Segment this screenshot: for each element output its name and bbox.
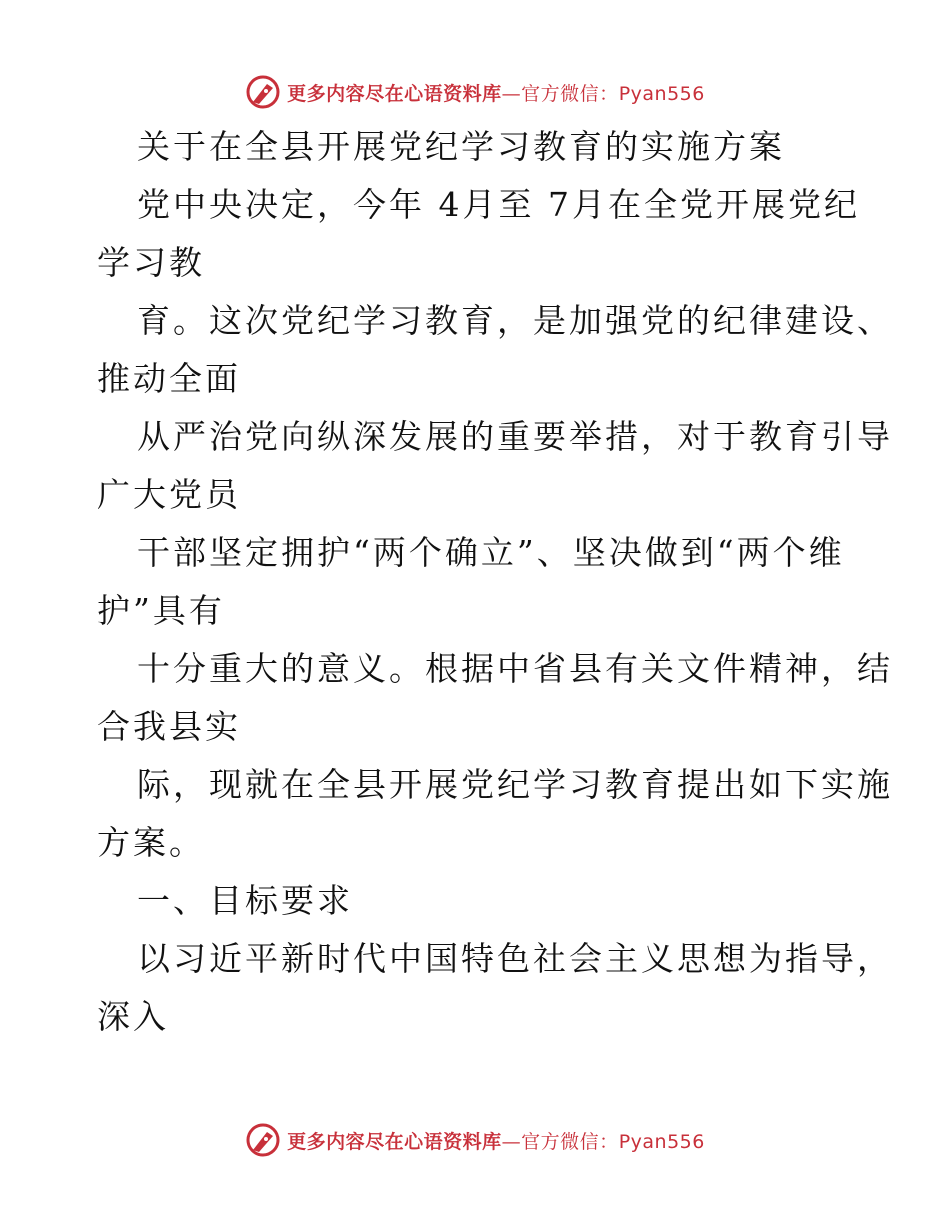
document-title: 关于在全县开展党纪学习教育的实施方案 xyxy=(137,127,785,166)
paragraph-line: 合我县实 xyxy=(97,707,241,746)
pen-nib-icon xyxy=(245,74,281,110)
paragraph-line: 广大党员 xyxy=(97,475,241,514)
section-heading: 一、目标要求 xyxy=(137,881,353,920)
document-body xyxy=(97,118,893,1046)
paragraph-line: 学习教 xyxy=(97,243,205,282)
watermark-footer xyxy=(0,1120,950,1160)
paragraph-line: 深入 xyxy=(97,997,169,1036)
paragraph-line: 十分重大的意义。根据中省县有关文件精神，结 xyxy=(137,649,893,688)
pen-nib-icon xyxy=(245,1122,281,1158)
paragraph-line: 以习近平新时代中国特色社会主义思想为指导， xyxy=(137,939,893,978)
watermark-header xyxy=(0,72,950,112)
watermark-text: 更多内容尽在心语资料库—官方微信：Pyan556 xyxy=(287,1130,705,1153)
watermark-text: 更多内容尽在心语资料库—官方微信：Pyan556 xyxy=(287,82,705,105)
paragraph-line: 干部坚定拥护“两个确立”、坚决做到“两个维 xyxy=(137,533,845,572)
paragraph-line: 方案。 xyxy=(97,823,205,862)
paragraph-line: 党中央决定，今年 4月至 7月在全党开展党纪 xyxy=(137,185,860,224)
paragraph-line: 推动全面 xyxy=(97,359,241,398)
paragraph-line: 际，现就在全县开展党纪学习教育提出如下实施 xyxy=(137,765,893,804)
paragraph-line: 育。这次党纪学习教育，是加强党的纪律建设、 xyxy=(137,301,893,340)
paragraph-line: 护”具有 xyxy=(97,591,225,630)
paragraph-line: 从严治党向纵深发展的重要举措，对于教育引导 xyxy=(137,417,893,456)
